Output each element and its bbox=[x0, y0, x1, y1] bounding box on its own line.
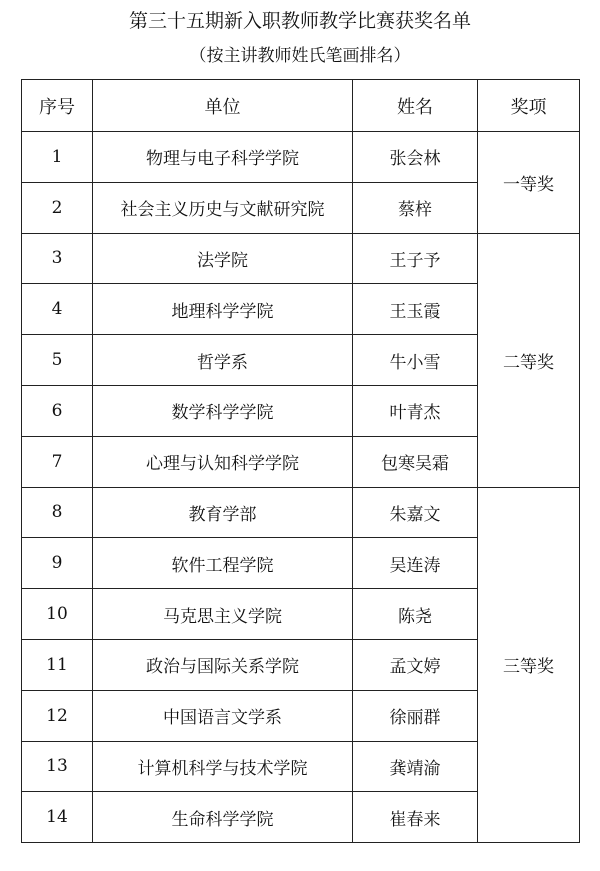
row-unit: 软件工程学院 bbox=[93, 538, 353, 589]
row-name: 包寒吴霜 bbox=[353, 436, 478, 487]
row-unit: 教育学部 bbox=[93, 487, 353, 538]
row-index: 12 bbox=[22, 690, 93, 741]
row-unit: 地理科学学院 bbox=[93, 284, 353, 335]
row-unit: 数学科学学院 bbox=[93, 385, 353, 436]
row-unit: 物理与电子科学学院 bbox=[93, 132, 353, 183]
row-unit: 生命科学学院 bbox=[93, 792, 353, 843]
row-index: 1 bbox=[22, 132, 93, 183]
header-unit: 单位 bbox=[93, 80, 353, 132]
row-name: 张会林 bbox=[353, 132, 478, 183]
document-subtitle: （按主讲教师姓氏笔画排名） bbox=[189, 46, 411, 66]
prize-first: 一等奖 bbox=[478, 132, 580, 234]
header-index: 序号 bbox=[22, 80, 93, 132]
row-name: 崔春来 bbox=[353, 792, 478, 843]
row-index: 8 bbox=[22, 487, 93, 538]
table-row bbox=[22, 233, 580, 284]
prize-third: 三等奖 bbox=[478, 487, 580, 843]
row-unit: 法学院 bbox=[93, 233, 353, 284]
row-name: 陈尧 bbox=[353, 589, 478, 640]
row-unit: 哲学系 bbox=[93, 335, 353, 386]
row-name: 王玉霞 bbox=[353, 284, 478, 335]
row-index: 6 bbox=[22, 385, 93, 436]
row-index: 3 bbox=[22, 233, 93, 284]
row-index: 13 bbox=[22, 741, 93, 792]
row-name: 朱嘉文 bbox=[353, 487, 478, 538]
row-name: 蔡梓 bbox=[353, 182, 478, 233]
row-unit: 政治与国际关系学院 bbox=[93, 639, 353, 690]
row-index: 14 bbox=[22, 792, 93, 843]
award-table bbox=[21, 79, 580, 843]
row-index: 5 bbox=[22, 335, 93, 386]
row-index: 2 bbox=[22, 182, 93, 233]
row-unit: 计算机科学与技术学院 bbox=[93, 741, 353, 792]
header-name: 姓名 bbox=[353, 80, 478, 132]
row-index: 7 bbox=[22, 436, 93, 487]
row-name: 孟文婷 bbox=[353, 639, 478, 690]
header-prize: 奖项 bbox=[478, 80, 580, 132]
row-unit: 马克思主义学院 bbox=[93, 589, 353, 640]
row-name: 牛小雪 bbox=[353, 335, 478, 386]
row-index: 10 bbox=[22, 589, 93, 640]
table-row bbox=[22, 487, 580, 538]
prize-second: 二等奖 bbox=[478, 233, 580, 487]
table-row bbox=[22, 132, 580, 183]
row-name: 叶青杰 bbox=[353, 385, 478, 436]
row-index: 4 bbox=[22, 284, 93, 335]
row-name: 龚靖渝 bbox=[353, 741, 478, 792]
row-name: 王子予 bbox=[353, 233, 478, 284]
row-name: 徐丽群 bbox=[353, 690, 478, 741]
row-unit: 社会主义历史与文献研究院 bbox=[93, 182, 353, 233]
row-unit: 心理与认知科学学院 bbox=[93, 436, 353, 487]
document-title: 第三十五期新入职教师教学比赛获奖名单 bbox=[128, 10, 471, 32]
table-header-row bbox=[22, 80, 580, 132]
row-index: 9 bbox=[22, 538, 93, 589]
row-name: 吴连涛 bbox=[353, 538, 478, 589]
row-unit: 中国语言文学系 bbox=[93, 690, 353, 741]
row-index: 11 bbox=[22, 639, 93, 690]
